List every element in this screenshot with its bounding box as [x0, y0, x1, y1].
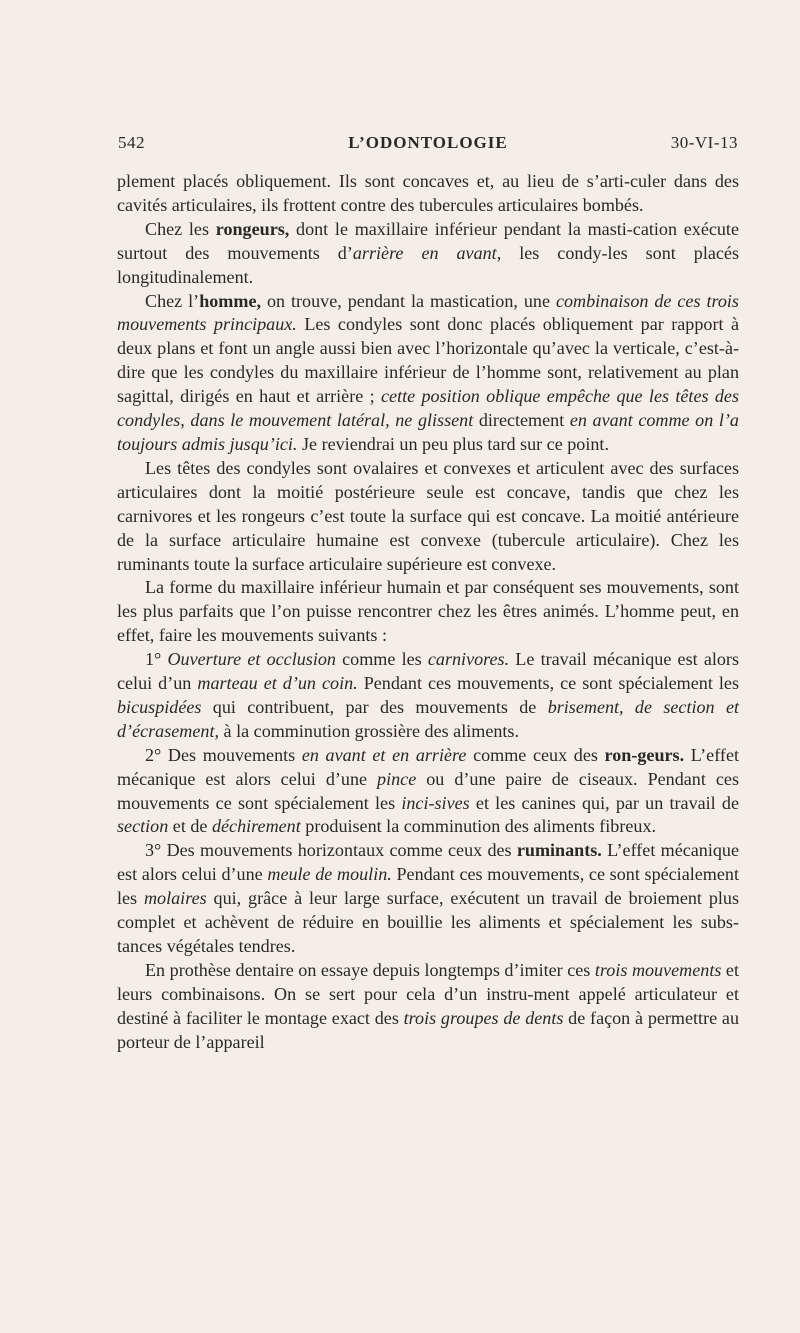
italic-text: arrière en avant — [352, 242, 497, 263]
bold-text: ron-geurs. — [604, 744, 685, 765]
italic-text: Ouverture et occlusion — [167, 649, 336, 670]
italic-text: cette position oblique empêche que les têtes des condyles, dans le mouvement latéral, ne glissent — [117, 386, 739, 431]
text-run: directement — [473, 410, 570, 431]
paragraph — [117, 744, 739, 840]
text-run: Pendant ces mouvements, ce sont spécialement les — [357, 673, 739, 694]
text-run: La forme du maxillaire inférieur humain et par conséquent ses mouvements, sont les plus parfaits que l’on puisse rencontrer chez les êtres animés. L’homme peut, en effet, faire les mouvements suivants : — [117, 577, 739, 646]
text-run: comme les — [335, 649, 428, 670]
issue-date: 30-VI-13 — [670, 133, 738, 152]
text-run: Pendant ces mouvements, ce sont spécialement les — [117, 864, 739, 909]
italic-text: pince — [377, 768, 417, 789]
paragraph — [117, 457, 739, 577]
italic-text: inci-sives — [401, 792, 470, 813]
italic-text: combinaison de ces trois mouvements principaux. — [117, 290, 739, 335]
paragraph — [117, 576, 739, 648]
text-run: et de — [168, 816, 212, 837]
paragraph — [117, 959, 739, 1055]
italic-text: en avant et en arrière — [301, 744, 467, 765]
text-run: 2° Des mouvements — [145, 744, 302, 765]
paragraph — [117, 170, 739, 218]
text-run: Les têtes des condyles sont ovalaires et convexes et articulent avec des surfaces articulaires dont la moitié postérieure seule est concave, tandis que chez les carnivores et les rongeurs c’est toute la surface qui est concave. La moitié antérieure de la surface articulaire humaine est convexe (tubercule articulaire). Chez les ruminants toute la surface articulaire supérieure est convexe. — [117, 457, 739, 574]
paragraph — [117, 648, 739, 744]
text-run: Chez les — [145, 218, 216, 239]
paragraph — [117, 839, 739, 959]
journal-title: L’ODONTOLOGIE — [348, 133, 508, 152]
text-run: plement placés obliquement. Ils sont concaves et, au lieu de s’arti-culer dans des cavités articulaires, ils frottent contre des tubercules articulaires bombés. — [117, 171, 739, 215]
text-run: L’effet mécanique est alors celui d’une — [117, 744, 739, 789]
bold-text: homme, — [199, 290, 261, 311]
italic-text: molaires — [143, 888, 207, 909]
text-run: dont le maxillaire inférieur pendant la masti-cation exécute surtout des mouvements d’ — [117, 218, 739, 263]
text-run: qui, grâce à leur large surface, exécutent un travail de broiement plus complet et achèvent de réduire en bouillie les aliments et spécialement les subs-tances végétales tendres. — [117, 888, 739, 956]
italic-text: trois groupes de dents — [403, 1007, 564, 1028]
paragraph — [117, 218, 739, 290]
text-run: Je reviendrai un peu plus tard sur ce point. — [297, 433, 609, 454]
italic-text: en avant comme on l’a toujours admis jusqu’ici. — [117, 410, 739, 454]
italic-text: trois mouvements — [594, 959, 722, 980]
running-header — [118, 133, 738, 159]
bold-text: ruminants. — [516, 840, 602, 861]
italic-text: section — [117, 816, 169, 837]
text-run: Les condyles sont donc placés obliquement par rapport à deux plans et font un angle aussi bien avec l’horizontale qu’avec la verticale, c’est-à-dire que les condyles du maxillaire inférieur de l’homme sont, relativement au plan sagittal, dirigés en haut et arrière ; — [117, 314, 740, 407]
text-run: qui contribuent, par des mouvements de — [201, 696, 548, 717]
text-run: En prothèse dentaire on essaye depuis longtemps d’imiter ces — [145, 959, 595, 980]
text-run: produisent la comminution des aliments fibreux. — [300, 816, 657, 837]
italic-text: meule de moulin. — [267, 864, 392, 885]
text-run: et leurs combinaisons. On se sert pour cela d’un instru-ment appelé articulateur et destiné à faciliter le montage exact des — [117, 959, 739, 1028]
paragraph — [117, 290, 739, 457]
text-run: 1° — [145, 649, 168, 670]
italic-text: brisement, de section et d’écrasement, — [117, 696, 740, 741]
text-run: , les condy-les sont placés longitudinalement. — [117, 242, 739, 287]
text-run: on trouve, pendant la mastication, une — [261, 290, 556, 311]
italic-text: déchirement — [211, 816, 301, 837]
text-run: comme ceux des — [466, 744, 605, 765]
article-body — [117, 170, 739, 1055]
text-run: Le travail mécanique est alors celui d’un — [117, 649, 739, 694]
italic-text: marteau et d’un coin. — [197, 673, 358, 694]
text-run: L’effet mécanique est alors celui d’une — [117, 840, 739, 885]
italic-text: carnivores. — [427, 649, 510, 670]
text-run: à la comminution grossière des aliments. — [219, 720, 519, 741]
text-run: Chez l’ — [145, 290, 200, 311]
text-run: de façon à permettre au porteur de l’appareil — [117, 1007, 739, 1052]
page-number: 542 — [118, 133, 145, 152]
italic-text: bicuspidées — [117, 696, 202, 717]
text-run: 3° Des mouvements horizontaux comme ceux des — [145, 840, 517, 861]
bold-text: rongeurs, — [215, 218, 290, 239]
text-run: et les canines qui, par un travail de — [469, 792, 739, 813]
text-run: ou d’une paire de ciseaux. Pendant ces mouvements ce sont spécialement les — [117, 768, 739, 813]
